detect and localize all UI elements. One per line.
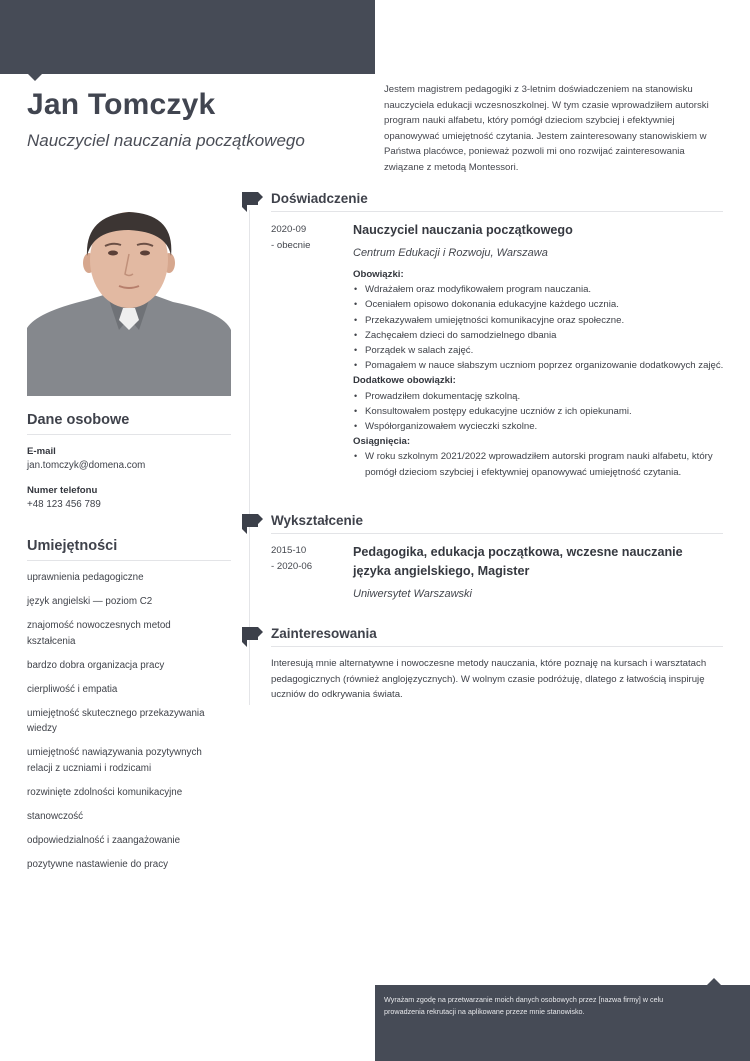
skill-item: pozytywne nastawienie do pracy [27,858,169,870]
skill-item: umiejętność nawiązywania pozytywnych relacji z uczniami i rodzicami [27,747,202,774]
date-end: - obecnie [271,239,311,251]
skill-item: znajomość nowoczesnych metod kształcenia [27,620,171,647]
education-title: Pedagogika, edukacja początkowa, wczesne nauczanie języka angielskiego, Magister [353,545,683,578]
experience-heading: Doświadczenie [271,191,723,212]
skill-item: rozwinięte zdolności komunikacyjne [27,786,183,798]
duty-item: • Porządek w salach zajęć. [353,343,725,358]
duty-item: • Wdrażałem oraz modyfikowałem program nauczania. [353,282,725,297]
section-flag-icon [241,191,263,213]
education-org: Uniwersytet Warszawski [353,588,472,600]
extra-duties-list [353,389,725,435]
skill-item: język angielski — poziom C2 [27,596,153,607]
skill-item: uprawnienia pedagogiczne [27,572,144,583]
extra-duty-item: • Prowadziłem dokumentację szkolną. [353,389,725,404]
interests-heading: Zainteresowania [271,626,723,647]
extra-duty-item: • Współorganizowałem wycieczki szkolne. [353,419,725,434]
header-notch [28,74,42,81]
consent-footer [375,985,750,1061]
date-end: - 2020-06 [271,560,313,572]
achievements-list [353,449,725,479]
skill-item: odpowiedzialność i zaangażowanie [27,834,181,846]
duties-list [353,282,725,373]
skills-list [27,570,231,881]
header-band [0,0,375,74]
extra-duties-label: Dodatkowe obowiązki: [353,375,456,387]
education-date [271,543,312,574]
interests-text: Interesują mnie alternatywne i nowoczesne metody nauczania, które poznaję na kursach i warsztatach pedagogicznych (również anglojęzycznych). W wolnym czasie podróżuję, dlatego z łatwością inspiruję uczniów do odkrywania świata. [271,658,707,701]
duty-item: • Zachęcałem dzieci do samodzielnego dbania [353,328,725,343]
skill-item: stanowczość [27,810,84,822]
date-start: 2015-10 [271,545,307,556]
experience-title: Nauczyciel nauczania początkowego [353,223,573,237]
profile-photo [27,208,231,396]
skill-item: bardzo dobra organizacja pracy [27,659,165,671]
duty-item: • Przekazywałem umiejętności komunikacyjne oraz społeczne. [353,313,725,328]
skill-item: umiejętność skutecznego przekazywania wiedzy [27,707,205,734]
candidate-name: Jan Tomczyk [27,88,216,121]
portrait-image [27,208,231,396]
duty-item: • Oceniałem opisowo dokonania edukacyjne każdego ucznia. [353,297,725,312]
education-heading: Wykształcenie [271,513,723,534]
experience-date [271,222,310,253]
profile-summary: Jestem magistrem pedagogiki z 3-letnim doświadczeniem na stanowisku nauczyciela edukacji wczesnoszkolnej. W tym czasie wprowadziłem autorski program nauki alfabetu, który pomógł dzieciom szybciej i efektywniej opanowywać umiejętność czytania. Jestem zainteresowany stanowiskiem w Państwa placówce, ponieważ pozwoli mi ono rozwijać zainteresowania związane z metodą Montessori. [384,84,709,173]
consent-clause: Wyrażam zgodę na przetwarzanie moich danych osobowych przez [nazwa firmy] w celu prowadzenia rekrutacji na aplikowane przeze mnie stanowisko. [384,995,664,1016]
achievements-label: Osiągnięcia: [353,436,411,448]
footer-notch [707,978,721,985]
personal-data-heading: Dane osobowe [27,412,231,435]
skill-item: cierpliwość i empatia [27,683,118,695]
section-flag-icon [241,513,263,535]
experience-details [353,267,725,480]
duties-label: Obowiązki: [353,269,404,280]
job-title: Nauczyciel nauczania początkowego [27,131,305,150]
duty-item: • Pomagałem w nauce słabszym uczniom poprzez organizowanie dodatkowych zajęć. [353,358,725,373]
achievement-item: • W roku szkolnym 2021/2022 wprowadziłem autorski program nauki alfabetu, który pomógł dzieciom szybciej i efektywniej opanowywać umiejętność czytania. [353,449,725,479]
date-start: 2020-09 [271,224,307,235]
phone-value: +48 123 456 789 [27,499,101,510]
section-flag-icon [241,626,263,648]
phone-label: Numer telefonu [27,485,98,496]
email-label: E-mail [27,446,56,457]
skills-heading: Umiejętności [27,538,231,561]
experience-org: Centrum Edukacji i Rozwoju, Warszawa [353,247,548,259]
email-value[interactable]: jan.tomczyk@domena.com [27,460,146,471]
extra-duty-item: • Konsultowałem postępy edukacyjne uczniów z ich opiekunami. [353,404,725,419]
